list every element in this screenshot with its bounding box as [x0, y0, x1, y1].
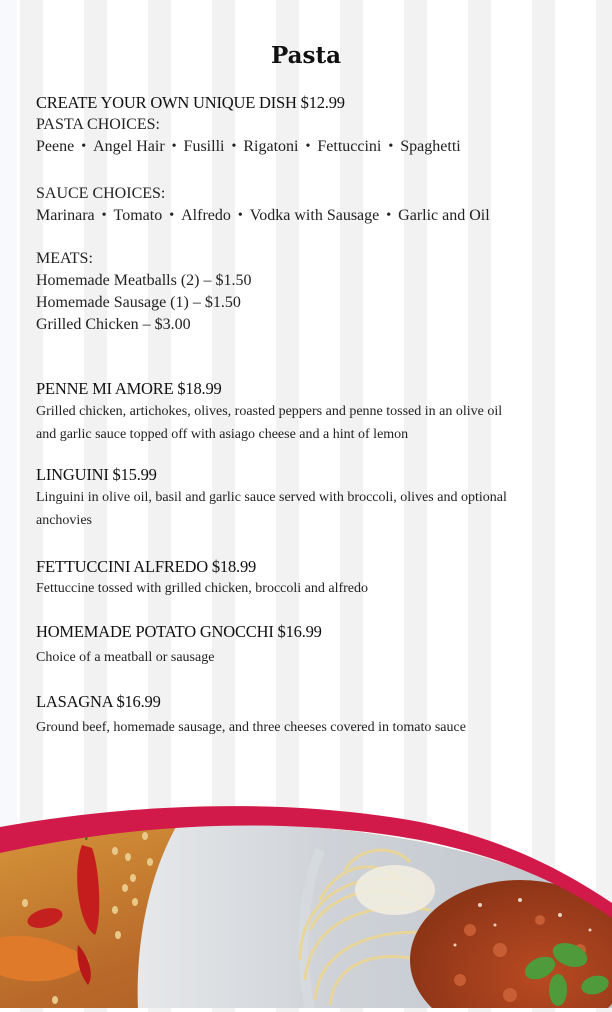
menu-item-penne-mi-amore: [36, 378, 596, 446]
sauce-options-list: [36, 205, 596, 227]
menu-item-description: Choice of a meatball or sausage: [36, 650, 215, 665]
sauce-choices-label: SAUCE CHOICES:: [36, 185, 166, 202]
menu-item-linguini: [36, 464, 596, 532]
bullet-icon: •: [101, 208, 107, 223]
bullet-icon: •: [81, 139, 87, 154]
meat-option: Homemade Meatballs (2) – $1.50: [36, 272, 252, 289]
menu-item-heading: LASAGNA $16.99: [36, 692, 161, 711]
sauce-option: Vodka with Sausage: [249, 207, 380, 224]
bullet-icon: •: [237, 208, 243, 223]
bullet-icon: •: [231, 139, 237, 154]
menu-item-description: Grilled chicken, artichokes, olives, roasted peppers and penne tossed in an olive oil: [36, 404, 503, 419]
menu-item-fettuccini-alfredo: [36, 556, 596, 600]
meat-option: Grilled Chicken – $3.00: [36, 316, 191, 333]
pasta-option: Spaghetti: [400, 138, 461, 155]
menu-item-heading: HOMEMADE POTATO GNOCCHI $16.99: [36, 622, 322, 641]
menu-item-heading: PENNE MI AMORE $18.99: [36, 379, 222, 398]
sauce-section: [36, 183, 596, 227]
sauce-option: Alfredo: [181, 207, 231, 224]
menu-item-description: and garlic sauce topped off with asiago cheese and a hint of lemon: [36, 427, 409, 442]
bullet-icon: •: [169, 208, 175, 223]
meat-option: Homemade Sausage (1) – $1.50: [36, 294, 241, 311]
menu-item-lasagna: [36, 691, 596, 739]
pasta-option: Peene: [36, 138, 75, 155]
menu-item-description: Fettuccine tossed with grilled chicken, broccoli and alfredo: [36, 581, 369, 596]
pasta-options-list: [36, 136, 596, 158]
pasta-option: Rigatoni: [243, 138, 299, 155]
menu-item-potato-gnocchi: [36, 621, 596, 669]
page-title: Pasta: [270, 42, 342, 69]
spaghetti-photo-illustration: [0, 790, 612, 1008]
create-your-own-section: [36, 92, 596, 158]
pasta-option: Angel Hair: [93, 138, 165, 155]
meats-label: MEATS:: [36, 250, 93, 267]
pasta-option: Fusilli: [183, 138, 225, 155]
menu-item-description: anchovies: [36, 513, 92, 528]
bullet-icon: •: [388, 139, 394, 154]
sauce-option: Marinara: [36, 207, 95, 224]
pasta-choices-label: PASTA CHOICES:: [36, 116, 160, 133]
menu-item-heading: LINGUINI $15.99: [36, 465, 157, 484]
bullet-icon: •: [305, 139, 311, 154]
food-photo-banner: [0, 790, 612, 1008]
bullet-icon: •: [386, 208, 392, 223]
sauce-option: Garlic and Oil: [398, 207, 490, 224]
create-your-own-heading: CREATE YOUR OWN UNIQUE DISH $12.99: [36, 93, 345, 112]
pasta-option: Fettuccini: [317, 138, 382, 155]
sauce-option: Tomato: [113, 207, 163, 224]
menu-item-description: Linguini in olive oil, basil and garlic sauce served with broccoli, olives and optional: [36, 490, 507, 505]
bullet-icon: •: [171, 139, 177, 154]
menu-item-description: Ground beef, homemade sausage, and three cheeses covered in tomato sauce: [36, 720, 466, 735]
meats-section: [36, 248, 596, 336]
menu-item-heading: FETTUCCINI ALFREDO $18.99: [36, 557, 257, 576]
